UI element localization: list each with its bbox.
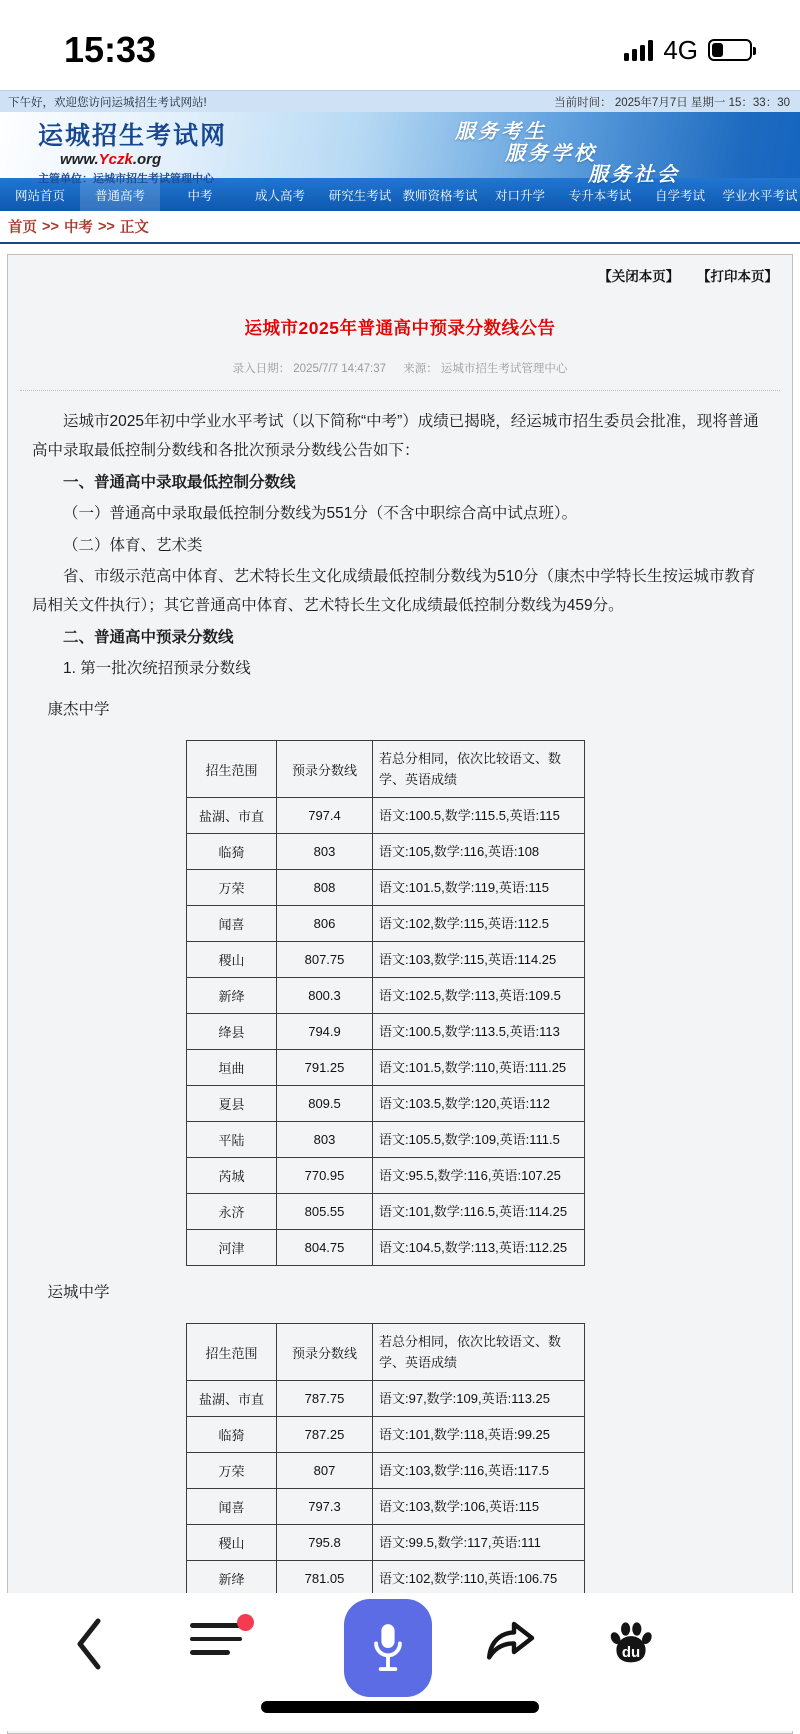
breadcrumb-separator: >> xyxy=(97,218,115,235)
current-time-text: 当前时间： 2025年7月7日 星期一 15：33：30 xyxy=(554,96,790,109)
table-row xyxy=(187,1050,585,1086)
table-cell: 临猗 xyxy=(187,1417,277,1453)
table-cell: 791.25 xyxy=(277,1050,373,1086)
divider xyxy=(20,390,780,391)
breadcrumb-home[interactable]: 首页 xyxy=(8,220,37,236)
table-cell: 盐湖、市直 xyxy=(187,798,277,834)
network-type: 4G xyxy=(663,34,698,65)
table-cell: 804.75 xyxy=(277,1230,373,1266)
kangjie-score-table xyxy=(186,740,585,1266)
menu-button[interactable] xyxy=(190,1623,246,1664)
table-cell: 787.75 xyxy=(277,1381,373,1417)
table-cell: 805.55 xyxy=(277,1194,373,1230)
school-label-yuncheng: 运城中学 xyxy=(47,1284,110,1301)
table-cell: 语文:105,数学:116,英语:108 xyxy=(373,834,585,870)
notification-badge xyxy=(237,1614,254,1631)
table-cell: 临猗 xyxy=(187,834,277,870)
nav-item-graduate-exam[interactable]: 研究生考试 xyxy=(328,188,392,203)
table-row xyxy=(187,798,585,834)
info-bar xyxy=(0,90,800,112)
table-cell: 语文:105.5,数学:109,英语:111.5 xyxy=(373,1122,585,1158)
table-row xyxy=(187,1158,585,1194)
baidu-app-button[interactable] xyxy=(606,1619,656,1674)
menu-icon xyxy=(190,1623,242,1628)
table-header-row xyxy=(187,741,585,798)
table-row xyxy=(187,1381,585,1417)
col-header-score: 预录分数线 xyxy=(277,1324,373,1381)
table-header-row xyxy=(187,1324,585,1381)
table-cell: 稷山 xyxy=(187,942,277,978)
table-cell: 787.25 xyxy=(277,1417,373,1453)
sports-arts-paragraph: 省、市级示范高中体育、艺术特长生文化成绩最低控制分数线为510分（康杰中学特长生按运城市教育局相关文件执行）；其它普通高中体育、艺术特长生文化成绩最低控制分数线为459分。 xyxy=(32,568,756,614)
url-yczk: Yczk xyxy=(98,151,133,168)
col-header-range: 招生范围 xyxy=(187,741,277,798)
table-row xyxy=(187,1489,585,1525)
table-cell: 807 xyxy=(277,1453,373,1489)
table-cell: 语文:95.5,数学:116,英语:107.25 xyxy=(373,1158,585,1194)
table-row xyxy=(187,1453,585,1489)
table-row xyxy=(187,834,585,870)
site-header xyxy=(0,112,800,186)
batch1-label: 1. 第一批次统招预录分数线 xyxy=(63,660,251,677)
browser-toolbar xyxy=(0,1593,800,1731)
table-row xyxy=(187,1014,585,1050)
section1-heading: 一、普通高中录取最低控制分数线 xyxy=(63,473,296,491)
table-cell: 803 xyxy=(277,1122,373,1158)
table-cell: 语文:100.5,数学:113.5,英语:113 xyxy=(373,1014,585,1050)
table-cell: 语文:101,数学:118,英语:99.25 xyxy=(373,1417,585,1453)
table-cell: 语文:103,数学:106,英语:115 xyxy=(373,1489,585,1525)
table-row xyxy=(187,1122,585,1158)
table-row xyxy=(187,870,585,906)
table-cell: 语文:102,数学:110,英语:106.75 xyxy=(373,1561,585,1597)
section1-item2: （二）体育、艺术类 xyxy=(63,536,203,554)
nav-item-teacher-cert[interactable]: 教师资格考试 xyxy=(402,188,478,203)
table-cell: 语文:101,数学:116.5,英语:114.25 xyxy=(373,1194,585,1230)
share-arrow-icon xyxy=(482,1615,538,1671)
table-cell: 语文:103,数学:116,英语:117.5 xyxy=(373,1453,585,1489)
col-header-range: 招生范围 xyxy=(187,1324,277,1381)
site-name[interactable]: 运城招生考试网 xyxy=(38,122,228,150)
table-cell: 803 xyxy=(277,834,373,870)
site-url xyxy=(60,151,227,168)
back-chevron-icon xyxy=(80,1621,98,1667)
table-cell: 河津 xyxy=(187,1230,277,1266)
status-bar xyxy=(0,0,800,90)
table-cell: 新绛 xyxy=(187,1561,277,1597)
page-actions xyxy=(8,261,792,285)
svg-text:du: du xyxy=(621,1643,641,1661)
table-row xyxy=(187,942,585,978)
table-cell: 809.5 xyxy=(277,1086,373,1122)
nav-item-gaokao[interactable]: 普通高考 xyxy=(80,178,160,211)
article-body xyxy=(8,407,792,1705)
table-cell: 垣曲 xyxy=(187,1050,277,1086)
article-panel xyxy=(7,254,793,1734)
article-title: 运城市2025年普通高中预录分数线公告 xyxy=(244,318,556,338)
nav-item-adult-exam[interactable]: 成人高考 xyxy=(254,188,305,203)
table-cell: 闻喜 xyxy=(187,1489,277,1525)
table-cell: 闻喜 xyxy=(187,906,277,942)
close-page-button[interactable]: 【关闭本页】 xyxy=(598,269,680,284)
table-cell: 夏县 xyxy=(187,1086,277,1122)
table-cell: 770.95 xyxy=(277,1158,373,1194)
url-www: www. xyxy=(60,151,99,168)
battery-icon xyxy=(708,39,752,61)
print-page-button[interactable]: 【打印本页】 xyxy=(697,269,778,284)
section2-heading: 二、普通高中预录分数线 xyxy=(63,628,234,646)
table-cell: 语文:104.5,数学:113,英语:112.25 xyxy=(373,1230,585,1266)
voice-search-button[interactable] xyxy=(344,1599,432,1697)
table-cell: 稷山 xyxy=(187,1525,277,1561)
table-cell: 绛县 xyxy=(187,1014,277,1050)
nav-item-self-study[interactable]: 自学考试 xyxy=(654,188,705,203)
intro-paragraph: 运城市2025年初中学业水平考试（以下简称“中考”）成绩已揭晓，经运城市招生委员会批准，现将普通高中录取最低控制分数线和各批次预录分数线公告如下： xyxy=(32,413,759,459)
breadcrumb-current: 正文 xyxy=(119,220,149,236)
col-header-score: 预录分数线 xyxy=(277,741,373,798)
slogan-serve-students: 服务考生 xyxy=(455,121,547,143)
table-row xyxy=(187,1194,585,1230)
nav-item-zhuanshengben[interactable]: 专升本考试 xyxy=(568,188,632,203)
table-cell: 万荣 xyxy=(187,870,277,906)
table-cell: 语文:97,数学:109,英语:113.25 xyxy=(373,1381,585,1417)
table-cell: 芮城 xyxy=(187,1158,277,1194)
microphone-icon xyxy=(366,1620,410,1676)
table-cell: 语文:100.5,数学:115.5,英语:115 xyxy=(373,798,585,834)
slogan-serve-society: 服务社会 xyxy=(588,164,680,186)
share-button[interactable] xyxy=(482,1615,538,1676)
table-cell: 语文:102,数学:115,英语:112.5 xyxy=(373,906,585,942)
table-cell: 语文:101.5,数学:119,英语:115 xyxy=(373,870,585,906)
table-row xyxy=(187,1561,585,1597)
entry-date: 录入日期： 2025/7/7 14:47:37 xyxy=(232,363,386,375)
table-cell: 781.05 xyxy=(277,1561,373,1597)
table-cell: 语文:101.5,数学:110,英语:111.25 xyxy=(373,1050,585,1086)
table-cell: 语文:99.5,数学:117,英语:111 xyxy=(373,1525,585,1561)
home-indicator[interactable] xyxy=(261,1701,539,1713)
clock: 15:33 xyxy=(64,29,157,70)
col-header-tiebreak: 若总分相同，依次比较语文、数学、英语成绩 xyxy=(373,741,585,798)
table-cell: 800.3 xyxy=(277,978,373,1014)
table-cell: 语文:102.5,数学:113,英语:109.5 xyxy=(373,978,585,1014)
nav-item-home[interactable]: 网站首页 xyxy=(14,188,65,203)
slogan-serve-schools: 服务学校 xyxy=(505,143,597,165)
nav-item-duikou[interactable]: 对口升学 xyxy=(494,188,545,203)
table-row xyxy=(187,1525,585,1561)
breadcrumb-zhongkao[interactable]: 中考 xyxy=(63,220,93,236)
table-cell: 新绛 xyxy=(187,978,277,1014)
nav-item-zhongkao[interactable]: 中考 xyxy=(187,188,213,203)
article-meta xyxy=(8,360,792,376)
table-row xyxy=(187,906,585,942)
col-header-tiebreak: 若总分相同，依次比较语文、数学、英语成绩 xyxy=(373,1324,585,1381)
table-cell: 平陆 xyxy=(187,1122,277,1158)
table-cell: 794.9 xyxy=(277,1014,373,1050)
table-cell: 807.75 xyxy=(277,942,373,978)
section1-item1: （一）普通高中录取最低控制分数线为551分（不含中职综合高中试点班）。 xyxy=(63,505,578,522)
table-cell: 808 xyxy=(277,870,373,906)
school-label-kangjie: 康杰中学 xyxy=(47,701,110,718)
signal-strength-icon xyxy=(624,39,653,61)
table-cell: 语文:103,数学:115,英语:114.25 xyxy=(373,942,585,978)
site-logo[interactable] xyxy=(38,116,227,186)
table-row xyxy=(187,978,585,1014)
table-cell: 806 xyxy=(277,906,373,942)
table-cell: 797.4 xyxy=(277,798,373,834)
organizer-text: 主管单位：运城市招生考试管理中心 xyxy=(38,173,214,185)
url-org: .org xyxy=(132,151,162,168)
breadcrumb xyxy=(0,211,800,244)
table-cell: 795.8 xyxy=(277,1525,373,1561)
table-row xyxy=(187,1230,585,1266)
table-cell: 盐湖、市直 xyxy=(187,1381,277,1417)
article-source: 来源： 运城市招生考试管理中心 xyxy=(403,363,568,375)
nav-item-academic-level[interactable]: 学业水平考试 xyxy=(722,188,798,203)
table-cell: 永济 xyxy=(187,1194,277,1230)
greeting-text: 下午好，欢迎您访问运城招生考试网站! xyxy=(8,96,207,109)
baidu-paw-icon xyxy=(606,1619,656,1669)
table-cell: 797.3 xyxy=(277,1489,373,1525)
table-row xyxy=(187,1417,585,1453)
table-cell: 万荣 xyxy=(187,1453,277,1489)
breadcrumb-separator: >> xyxy=(42,218,59,235)
table-cell: 语文:103.5,数学:120,英语:112 xyxy=(373,1086,585,1122)
table-row xyxy=(187,1086,585,1122)
back-button[interactable] xyxy=(72,1615,106,1678)
